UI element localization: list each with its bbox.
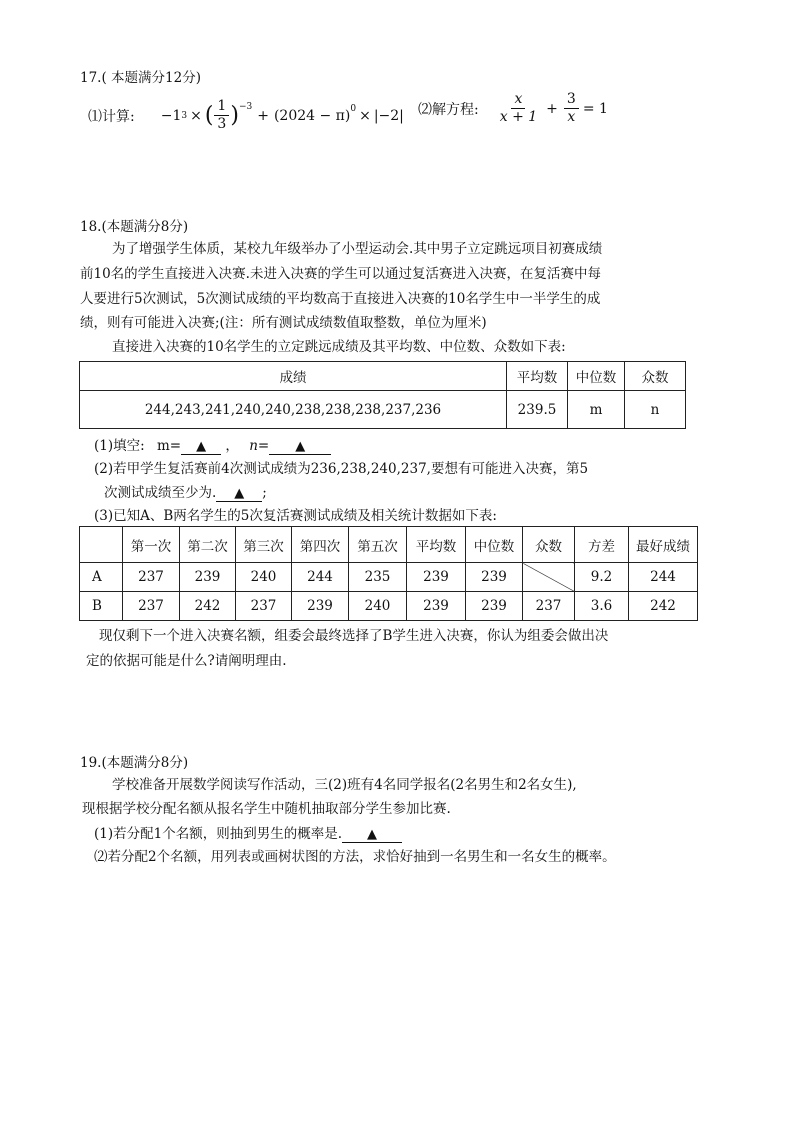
table-header-cell: 第四次	[292, 527, 349, 563]
table-header-cell: 第二次	[180, 527, 236, 563]
q17-p2-f2-num: 3	[564, 91, 579, 109]
q18-table-2	[79, 526, 698, 621]
q17-p2-plus: +	[546, 100, 558, 117]
table-cell: 239	[180, 563, 236, 592]
table-header-cell: 平均数	[407, 527, 466, 563]
table-cell: 237	[236, 592, 292, 621]
table-row	[80, 563, 698, 592]
table-cell: 239	[466, 592, 523, 621]
table-cell-slash	[523, 563, 575, 592]
table-header-cell: 中位数	[466, 527, 523, 563]
q17-p1-fraction	[214, 98, 229, 133]
table-cell: 237	[123, 592, 180, 621]
q17-header: 17.( 本题满分12分)	[80, 70, 201, 86]
table-header-cell: 众数	[523, 527, 575, 563]
q17-p1-rparen: )	[230, 103, 239, 128]
q17-p2-fraction2	[564, 91, 579, 126]
q17-p1-plus: +	[257, 107, 269, 124]
answer-blank-m[interactable]	[181, 439, 221, 455]
table-cell: 242	[629, 592, 698, 621]
q17-part2-label: ⑵解方程:	[418, 101, 479, 118]
q18-conclusion-line-2: 定的依据可能是什么?请阐明理由.	[86, 653, 287, 669]
q18-header: 18.(本题满分8分)	[80, 219, 189, 235]
q17-p2-f1-den: x + 1	[499, 109, 538, 125]
table-cell: 9.2	[575, 563, 629, 592]
q18-sub2-end: ;	[262, 485, 267, 501]
q18-sub1-n-label: n=	[249, 438, 270, 454]
table-cell: 3.6	[575, 592, 629, 621]
table-cell-mean: 239.5	[507, 391, 568, 429]
q17-p2-f1-num: x	[511, 91, 525, 109]
q19-header: 19.(本题满分8分)	[80, 755, 189, 771]
q18-sub1-label: (1)填空:	[94, 438, 145, 454]
table-cell-student: A	[80, 563, 123, 592]
table-cell: 240	[236, 563, 292, 592]
table-cell: 239	[466, 563, 523, 592]
q17-p1-frac-num: 1	[214, 98, 229, 116]
table-header-cell	[80, 527, 123, 563]
table-header-cell: 第一次	[123, 527, 180, 563]
q17-p1-frac-den: 3	[217, 116, 227, 132]
table-header-row	[80, 527, 698, 563]
q19-sub2: ⑵若分配2个名额，用列表或画树状图的方法，求恰好抽到一名男生和一名女生的概率。	[94, 849, 616, 865]
q19-sub1	[94, 822, 402, 843]
table-cell: 239	[407, 563, 466, 592]
q18-table-intro: 直接进入决赛的10名学生的立定跳远成绩及其平均数、中位数、众数如下表:	[112, 339, 566, 355]
q17-part2	[418, 91, 608, 126]
table-row	[80, 391, 686, 429]
table-cell: 240	[349, 592, 407, 621]
q19-sub1-text: (1)若分配1个名额，则抽到男生的概率是.	[94, 826, 343, 842]
q17-p1-sup-a: 3	[181, 110, 188, 121]
answer-blank-n[interactable]	[269, 439, 331, 455]
table-row	[80, 592, 698, 621]
q17-p2-fraction1	[497, 91, 540, 126]
q17-p1-lparen: (	[204, 103, 214, 128]
answer-blank-probability[interactable]	[342, 827, 402, 843]
q18-sub2-line-1: (2)若甲学生复活赛前4次测试成绩为236,238,240,237,要想有可能进入决赛，第5	[94, 461, 589, 477]
q17-p1-times1: ×	[190, 107, 202, 124]
table-header-cell: 最好成绩	[629, 527, 698, 563]
table-header-cell: 第五次	[349, 527, 407, 563]
table-header-row	[80, 362, 686, 391]
q18-para-line-4: 绩，则有可能进入决赛;(注：所有测试成绩数值取整数，单位为厘米)	[80, 315, 487, 331]
triangle-icon: ▲	[234, 486, 245, 501]
q18-sub3: (3)已知A、B两名学生的5次复活赛测试成绩及相关统计数据如下表:	[94, 508, 497, 524]
q17-p1-sup-b: 0	[350, 104, 357, 114]
table-header-cell: 中位数	[568, 362, 625, 391]
q19-para-line-1: 学校准备开展数学阅读写作活动，三(2)班有4名同学报名(2名男生和2名女生),	[112, 777, 577, 793]
q18-para-line-1: 为了增强学生体质，某校九年级举办了小型运动会.其中男子立定跳远项目初赛成绩	[112, 241, 603, 257]
table-cell: 235	[349, 563, 407, 592]
triangle-icon: ▲	[196, 439, 207, 454]
table-cell: 237	[523, 592, 575, 621]
triangle-icon: ▲	[367, 827, 378, 842]
q19-para-line-2: 现根据学校分配名额从报名学生中随机抽取部分学生参加比赛.	[82, 801, 451, 817]
q18-para-line-3: 人要进行5次测试，5次测试成绩的平均数高于直接进入决赛的10名学生中一半学生的成	[80, 291, 601, 307]
q17-p2-eq: = 1	[582, 100, 608, 117]
q17-part1-label: ⑴计算:	[88, 108, 135, 125]
table-cell-mode: n	[625, 391, 686, 429]
q17-p1-frac-sup: −3	[238, 102, 253, 112]
table-cell: 239	[407, 592, 466, 621]
table-header-cell: 平均数	[507, 362, 568, 391]
q18-sub2-line-2	[104, 481, 267, 502]
q17-part1	[88, 98, 404, 133]
q18-para-line-2: 前10名的学生直接进入决赛.未进入决赛的学生可以通过复活赛进入决赛，在复活赛中每	[80, 266, 601, 282]
table-header-cell: 成绩	[80, 362, 507, 391]
q18-sub1	[94, 434, 331, 455]
table-header-cell: 第三次	[236, 527, 292, 563]
table-cell-scores: 244,243,241,240,240,238,238,238,237,236	[80, 391, 507, 429]
table-header-cell: 众数	[625, 362, 686, 391]
q17-p1-term-a: −1	[160, 107, 182, 124]
table-cell: 242	[180, 592, 236, 621]
q18-sub1-sep: ，	[225, 438, 239, 454]
q18-sub2-text: 次测试成绩至少为.	[104, 485, 217, 501]
table-cell: 244	[629, 563, 698, 592]
q18-conclusion-line-1: 现仅剩下一个进入决赛名额，组委会最终选择了B学生进入决赛，你认为组委会做出决	[99, 628, 609, 644]
triangle-icon: ▲	[295, 439, 306, 454]
table-cell: 237	[123, 563, 180, 592]
table-header-cell: 方差	[575, 527, 629, 563]
table-cell: 244	[292, 563, 349, 592]
q17-p1-times2: ×	[359, 107, 371, 124]
q18-sub1-m-label: m=	[156, 438, 182, 454]
table-cell-student: B	[80, 592, 123, 621]
q17-p2-f2-den: x	[567, 109, 576, 125]
answer-blank-5th-score[interactable]	[216, 486, 262, 502]
table-cell: 239	[292, 592, 349, 621]
q18-table-1	[79, 361, 686, 429]
q17-p1-term-b: (2024 − π)	[273, 107, 351, 124]
table-cell-median: m	[568, 391, 625, 429]
q17-p1-abs: |−2|	[373, 107, 404, 124]
